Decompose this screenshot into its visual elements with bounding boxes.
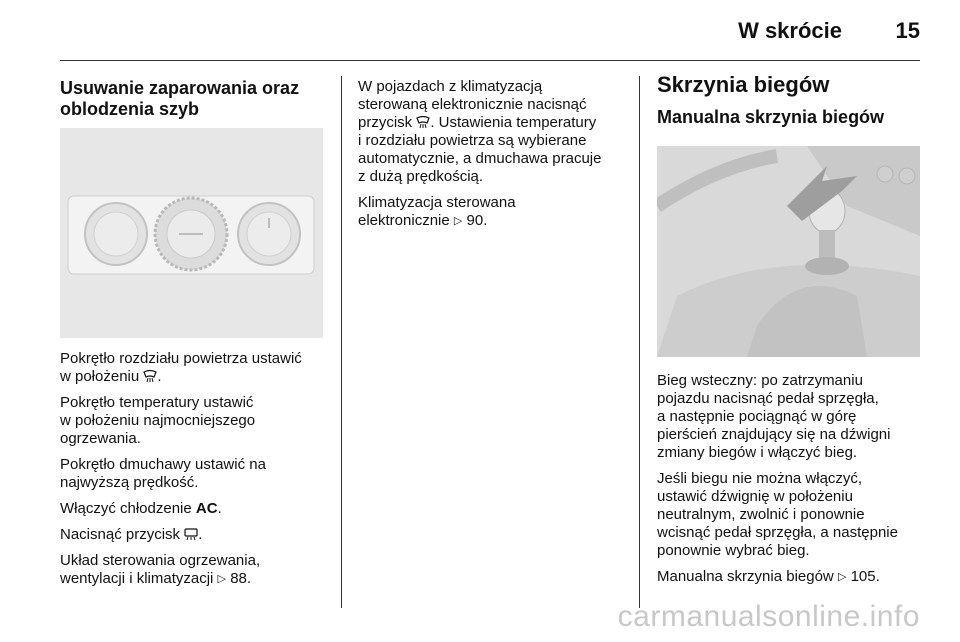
text: Pokrętło dmuchawy ustawić na <box>60 456 266 473</box>
text: Nacisnąć przycisk <box>60 526 181 543</box>
text: ustawić dźwignię w położeniu <box>657 488 853 505</box>
page-ref[interactable]: 90. <box>466 212 488 229</box>
paragraph-reference <box>60 552 335 588</box>
text: Klimatyzacja sterowana <box>358 194 516 211</box>
column-divider-2 <box>639 76 640 608</box>
text: wcisnąć pedał sprzęgła, a następnie <box>657 524 898 541</box>
climate-panel-illustration <box>60 128 323 338</box>
text: Bieg wsteczny: po zatrzymaniu <box>657 372 863 389</box>
text: a następnie pociągnąć w górę <box>657 408 857 425</box>
page-reference-arrow-icon: ▷ <box>453 215 463 227</box>
ac-label: AC <box>195 500 218 517</box>
text: Jeśli biegu nie można włączyć, <box>657 470 863 487</box>
left-column <box>60 78 330 120</box>
text: sterowaną elektronicznie nacisnąć <box>358 96 587 113</box>
page-ref[interactable]: 105. <box>850 568 880 585</box>
rear-window-heat-icon <box>184 527 198 541</box>
column-divider-1 <box>341 76 342 608</box>
text: zmiany biegów i włączyć bieg. <box>657 444 858 461</box>
text: z dużą prędkością. <box>358 168 484 185</box>
text: pojazdu nacisnąć pedał sprzęgła, <box>657 390 879 407</box>
heading-line-1: Usuwanie zaparowania oraz <box>60 78 300 98</box>
chapter-title: Skrzynia biegów <box>657 72 830 97</box>
section-heading <box>60 78 330 120</box>
text: automatycznie, a dmuchawa pracuje <box>358 150 602 167</box>
page-ref[interactable]: 88. <box>230 570 252 587</box>
paragraph-electronic-ac <box>358 78 633 186</box>
paragraph-reverse-gear <box>657 372 932 462</box>
text: Układ sterowania ogrzewania, <box>60 552 261 569</box>
page-header <box>60 14 920 60</box>
text: przycisk <box>358 114 413 131</box>
paragraph-reference <box>657 568 932 586</box>
gearshift-figure <box>657 146 920 357</box>
text: W pojazdach z klimatyzacją <box>358 78 543 95</box>
text: neutralnym, zwolnić i ponownie <box>657 506 865 523</box>
heading-line-2: oblodzenia szyb <box>60 99 200 119</box>
text: Manualna skrzynia biegów <box>657 568 834 585</box>
windshield-defrost-icon <box>143 369 157 383</box>
text: Pokrętło rozdziału powietrza ustawić <box>60 350 302 367</box>
text: Włączyć chłodzenie <box>60 500 192 517</box>
paragraph-temperature <box>60 394 335 448</box>
paragraph-rear-heat: Nacisnąć przycisk . <box>60 526 203 543</box>
paragraph-air-distribution: Pokrętło rozdziału powietrza ustawić w położeniu . <box>60 350 302 385</box>
text: i rozdziału powietrza są wybierane <box>358 132 587 149</box>
paragraph-gear-retry <box>657 470 932 560</box>
text: w położeniu <box>60 368 140 385</box>
text: w położeniu najmocniejszego <box>60 412 256 429</box>
section-title: W skrócie <box>738 18 842 43</box>
windshield-defrost-icon <box>416 115 430 129</box>
page-reference-arrow-icon: ▷ <box>217 573 227 585</box>
text: Pokrętło temperatury ustawić <box>60 394 254 411</box>
climate-control-figure <box>60 128 323 338</box>
text: najwyższą prędkość. <box>60 474 199 491</box>
left-column-text <box>60 350 335 596</box>
paragraph-reference <box>358 194 633 230</box>
text: ogrzewania. <box>60 430 141 447</box>
right-column-text <box>657 372 932 594</box>
paragraph-fan <box>60 456 335 492</box>
header-rule <box>60 60 920 61</box>
subsection-title: Manualna skrzynia biegów <box>657 107 885 127</box>
text: wentylacji i klimatyzacji <box>60 570 214 587</box>
text: ponownie wybrać bieg. <box>657 542 810 559</box>
middle-column <box>358 78 633 238</box>
gearshift-illustration <box>657 146 920 357</box>
text: . Ustawienia temperatury <box>430 114 597 131</box>
page-reference-arrow-icon: ▷ <box>837 571 847 583</box>
watermark: carmanualsonline.info <box>617 600 920 633</box>
right-column <box>657 72 927 127</box>
text: elektronicznie <box>358 212 450 229</box>
page-number: 15 <box>895 18 920 43</box>
paragraph-ac: Włączyć chłodzenie AC. <box>60 500 222 517</box>
text: pierścień znajdujący się na dźwigni <box>657 426 891 443</box>
